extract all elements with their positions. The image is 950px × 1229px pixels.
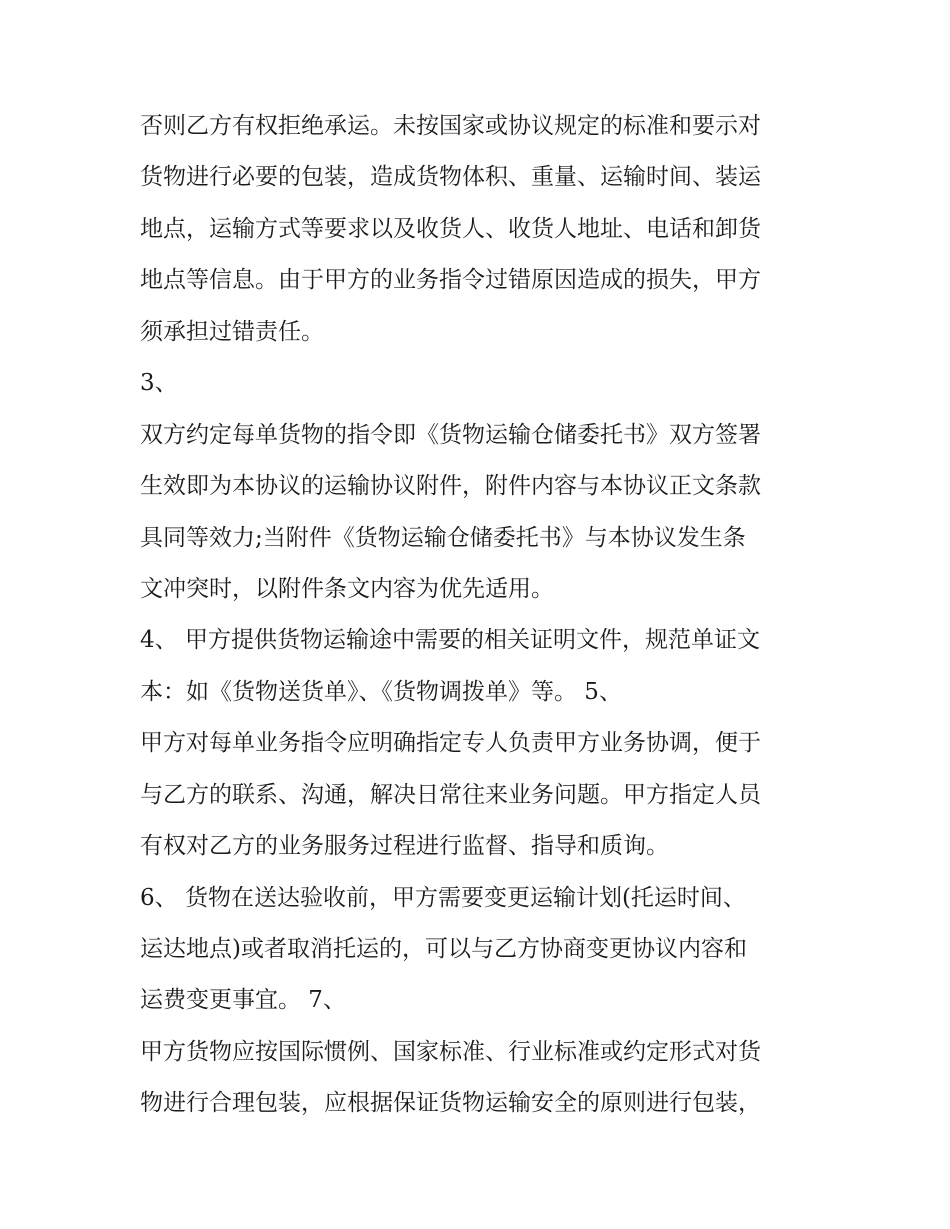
text-line: 文冲突时，以附件条文内容为优先适用。 <box>140 575 554 602</box>
text-line: 地点等信息。由于甲方的业务指令过错原因造成的损失，甲方 <box>140 267 761 294</box>
body-text <box>140 101 830 1130</box>
text-line: 甲方货物应按国际惯例、国家标准、行业标准或约定形式对货 <box>140 1038 761 1065</box>
text-line: 物进行合理包装，应根据保证货物运输安全的原则进行包装， <box>140 1090 761 1117</box>
text-line: 本：如《货物送货单》、《货物调拨单》等。 5、 <box>140 678 622 705</box>
text-line: 4、 甲方提供货物运输途中需要的相关证明文件，规范单证文 <box>140 627 760 654</box>
text-line: 双方约定每单货物的指令即《货物运输仓储委托书》双方签署 <box>140 421 761 448</box>
text-line: 货物进行必要的包装，造成货物体积、重量、运输时间、装运 <box>140 164 761 191</box>
text-line: 具同等效力;当附件《货物运输仓储委托书》与本协议发生条 <box>140 524 746 551</box>
text-line: 地点，运输方式等要求以及收货人、收货人地址、电话和卸货 <box>140 215 761 242</box>
text-line: 有权对乙方的业务服务过程进行监督、指导和质询。 <box>140 833 669 860</box>
text-line: 运达地点)或者取消托运的，可以与乙方协商变更协议内容和 <box>140 936 747 962</box>
text-line: 须承担过错责任。 <box>140 318 324 345</box>
text-line: 生效即为本协议的运输协议附件，附件内容与本协议正文条款 <box>140 473 761 500</box>
text-line: 与乙方的联系、沟通，解决日常往来业务问题。甲方指定人员 <box>140 781 761 808</box>
text-line: 6、 货物在送达验收前，甲方需要变更运输计划(托运时间、 <box>140 884 746 911</box>
clause-number: 3、 <box>140 370 178 397</box>
text-line: 甲方对每单业务指令应明确指定专人负责甲方业务协调，便于 <box>140 730 761 757</box>
text-line: 否则乙方有权拒绝承运。未按国家或协议规定的标准和要示对 <box>140 113 761 139</box>
text-line: 运费变更事宜。 7、 <box>140 987 346 1014</box>
